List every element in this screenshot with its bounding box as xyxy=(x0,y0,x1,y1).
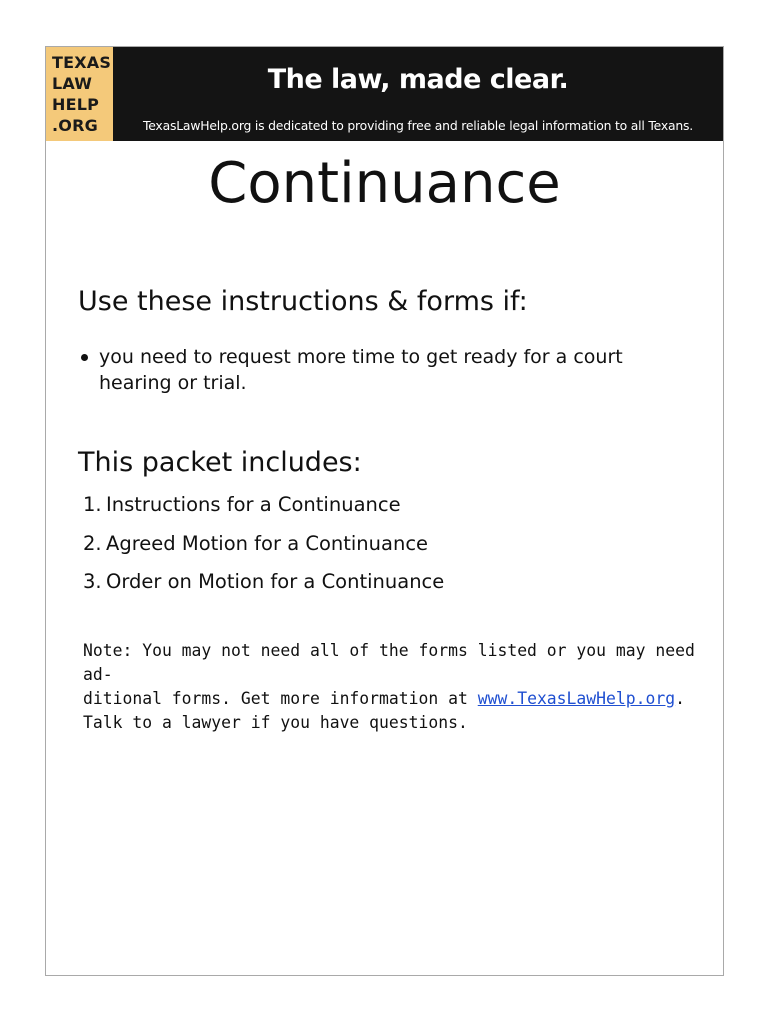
banner-tagline: The law, made clear. xyxy=(267,64,569,95)
list-item-label: Order on Motion for a Continuance xyxy=(106,570,445,593)
logo-line-1: TEXAS xyxy=(52,53,112,72)
list-item-text-line-1: you need to request more time to get ready for a court xyxy=(99,346,623,368)
note-line-2-text: ditional forms. Get more information at xyxy=(83,689,478,708)
logo-line-2: LAW xyxy=(52,74,93,93)
packet-contents-list xyxy=(83,493,703,609)
bullet-icon xyxy=(81,354,88,361)
list-item-number: 1. xyxy=(83,493,102,516)
texas-law-help-logo[interactable] xyxy=(46,47,113,141)
list-item-label: Instructions for a Continuance xyxy=(106,493,401,516)
note-line-2-end: . xyxy=(675,689,685,708)
list-item-label: Agreed Motion for a Continuance xyxy=(106,531,429,555)
note-line-3: Talk to a lawyer if you have questions. xyxy=(83,713,468,732)
list-item-number: 2. xyxy=(83,531,102,555)
logo-line-4: .ORG xyxy=(52,116,98,135)
list-item xyxy=(83,570,703,609)
note-line-1: Note: You may not need all of the forms listed or you may need ad- xyxy=(83,641,695,684)
use-conditions-list xyxy=(78,344,698,396)
use-instructions-heading: Use these instructions & forms if: xyxy=(78,286,528,317)
packet-includes-heading: This packet includes: xyxy=(78,447,362,478)
list-item-number: 3. xyxy=(83,570,102,593)
note-paragraph xyxy=(83,639,703,735)
header-banner xyxy=(46,47,723,141)
list-item xyxy=(78,344,698,396)
texaslawhelp-link[interactable]: www.TexasLawHelp.org xyxy=(477,689,676,708)
document-title: Continuance xyxy=(208,151,561,216)
banner-subtagline: TexasLawHelp.org is dedicated to providing free and reliable legal information to all Texans. xyxy=(142,118,694,133)
document-page xyxy=(45,46,724,976)
list-item xyxy=(83,532,703,571)
list-item-text-line-2: hearing or trial. xyxy=(99,372,247,394)
logo-line-3: HELP xyxy=(52,95,100,114)
list-item xyxy=(83,493,703,532)
